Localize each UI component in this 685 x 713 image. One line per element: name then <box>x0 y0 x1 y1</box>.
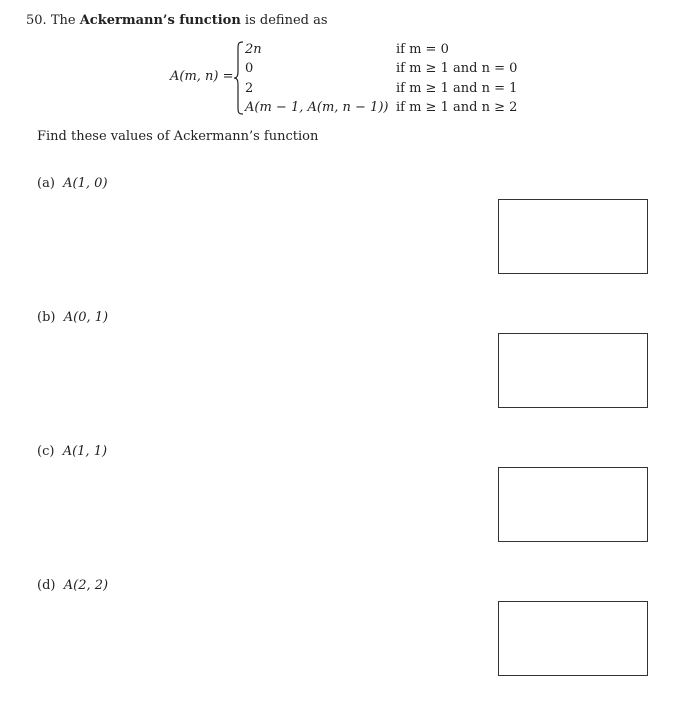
instructions: Find these values of Ackermann’s function <box>37 129 319 144</box>
answer-box-b[interactable] <box>498 333 648 408</box>
case-condition-3: if m ≥ 1 and n = 1 <box>396 81 518 96</box>
case-expr-3: 2 <box>245 81 254 96</box>
part-c <box>37 444 107 459</box>
part-b-label: (b) <box>37 310 56 325</box>
case-expr-2: 0 <box>245 61 254 76</box>
problem-number: 50. <box>26 13 47 28</box>
part-a <box>37 176 108 191</box>
intro-text: The <box>50 13 76 28</box>
case-condition-1: if m = 0 <box>396 42 449 57</box>
case-condition-2: if m ≥ 1 and n = 0 <box>396 61 518 76</box>
case-condition-4: if m ≥ 1 and n ≥ 2 <box>396 100 518 115</box>
answer-box-c[interactable] <box>498 467 648 542</box>
problem-statement <box>26 13 328 28</box>
part-d-expression: A(2, 2) <box>63 578 109 593</box>
part-d-label: (d) <box>37 578 56 593</box>
part-c-label: (c) <box>37 444 55 459</box>
part-a-expression: A(1, 0) <box>63 176 108 191</box>
definition-lhs: A(m, n) = <box>170 69 234 84</box>
case-expr-4: A(m − 1, A(m, n − 1)) <box>245 100 389 115</box>
part-b <box>37 310 108 325</box>
intro-text-end: is defined as <box>244 13 328 28</box>
part-c-expression: A(1, 1) <box>62 444 108 459</box>
part-d <box>37 578 108 593</box>
answer-box-a[interactable] <box>498 199 648 274</box>
function-name: Ackermann’s function <box>79 13 241 28</box>
part-b-expression: A(0, 1) <box>63 310 109 325</box>
case-expr-1: 2n <box>245 42 262 57</box>
answer-box-d[interactable] <box>498 601 648 676</box>
left-brace <box>234 41 244 115</box>
part-a-label: (a) <box>37 176 55 191</box>
